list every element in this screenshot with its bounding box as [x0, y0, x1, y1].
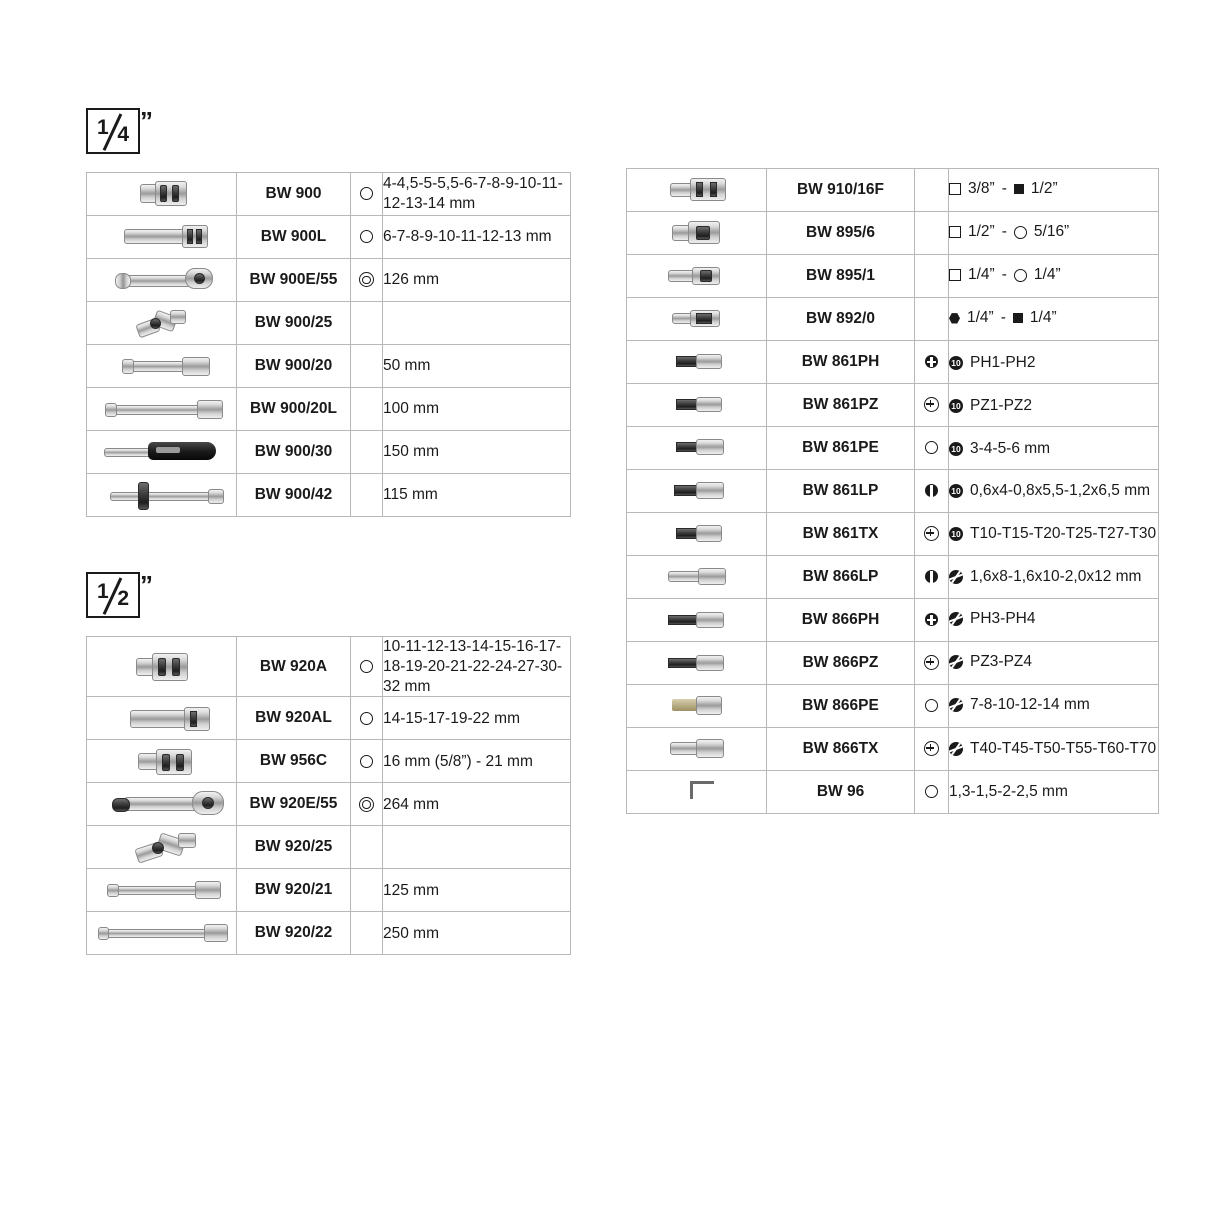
socket-long-image: [102, 220, 222, 250]
bit-tx-long-image: [642, 734, 752, 760]
t-handle-image: [96, 478, 228, 508]
hex-key-image: [642, 777, 752, 803]
product-code: BW 861PZ: [767, 384, 915, 427]
bit-10mm-icon: 10: [949, 484, 963, 498]
desc-text: T40-T45-T50-T55-T60-T70: [970, 740, 1157, 758]
product-code: BW 895/6: [767, 212, 915, 255]
symbol-cell: [915, 599, 949, 642]
product-code: BW 900E/55: [237, 259, 351, 302]
square-outline-icon: [949, 226, 961, 238]
tool-image-cell: [627, 685, 767, 728]
desc-text-b: 1/4”: [1029, 309, 1057, 327]
product-code: BW 861LP: [767, 470, 915, 513]
desc-separator: -: [1001, 223, 1007, 241]
symbol-cell: [915, 384, 949, 427]
product-description: 264 mm: [383, 783, 571, 826]
circle-outline-icon: [925, 441, 938, 454]
symbol-cell: [915, 298, 949, 341]
e-ring-icon: [359, 797, 374, 812]
circle-outline-icon: [360, 230, 373, 243]
bit-6mm-icon: [949, 698, 963, 712]
square-filled-icon: [1013, 313, 1023, 323]
product-description: [383, 826, 571, 869]
product-description: 14-15-17-19-22 mm: [383, 697, 571, 740]
table-row[interactable]: [627, 255, 1159, 298]
product-description: [949, 255, 1159, 298]
fraction-denominator: 2: [117, 587, 129, 610]
symbol-cell: [351, 302, 383, 345]
symbol-cell: [351, 912, 383, 955]
desc-text-b: 1/4”: [1033, 266, 1061, 284]
symbol-cell: [915, 341, 949, 384]
symbol-cell: [351, 216, 383, 259]
desc-text-a: 1/4”: [967, 309, 994, 327]
tool-image-cell: [87, 697, 237, 740]
symbol-cell: [915, 427, 949, 470]
desc-separator: -: [1000, 309, 1006, 327]
product-code: BW 920E/55: [237, 783, 351, 826]
bit-6mm-icon: [949, 655, 963, 669]
symbol-cell: [915, 169, 949, 212]
tool-image-cell: [627, 513, 767, 556]
circle-outline-icon: [1014, 269, 1027, 282]
hex-filled-icon: [949, 313, 960, 324]
tool-image-cell: [87, 869, 237, 912]
symbol-cell: [915, 255, 949, 298]
symbol-cell: [915, 556, 949, 599]
desc-text-b: 5/16”: [1033, 223, 1070, 241]
tool-image-cell: [87, 345, 237, 388]
product-code: BW 895/1: [767, 255, 915, 298]
inch-quote-mark-half: ”: [140, 570, 153, 600]
tool-image-cell: [627, 169, 767, 212]
extension-125-image: [97, 875, 227, 901]
inch-quote-mark-quarter: ”: [140, 106, 153, 136]
symbol-cell: [915, 728, 949, 771]
screwdriver-handle-image: [96, 436, 228, 464]
table-row[interactable]: [627, 513, 1159, 556]
product-description: [949, 642, 1159, 685]
extension-long-image: [97, 393, 227, 421]
bit-ph-long-image: [642, 607, 752, 629]
desc-text: PH1-PH2: [970, 353, 1036, 371]
ratchet-small-image: [97, 262, 227, 294]
tool-image-cell: [627, 470, 767, 513]
product-code: BW 910/16F: [767, 169, 915, 212]
product-description: 6-7-8-9-10-11-12-13 mm: [383, 216, 571, 259]
circle-outline-icon: [360, 660, 373, 673]
slotted-icon: [925, 570, 938, 583]
product-description: 115 mm: [383, 474, 571, 517]
circle-outline-icon: [925, 699, 938, 712]
torx-icon: [924, 526, 939, 541]
tool-image-cell: [87, 302, 237, 345]
pozidriv-icon: [924, 655, 939, 670]
product-description: [949, 556, 1159, 599]
square-outline-icon: [949, 269, 961, 281]
product-description: [949, 470, 1159, 513]
square-filled-icon: [1014, 184, 1024, 194]
e-ring-icon: [359, 272, 374, 287]
tool-image-cell: [627, 384, 767, 427]
product-description: [949, 685, 1159, 728]
product-description: 250 mm: [383, 912, 571, 955]
symbol-cell: [915, 771, 949, 814]
circle-outline-icon: [360, 187, 373, 200]
product-code: BW 861PE: [767, 427, 915, 470]
desc-text: PH3-PH4: [970, 609, 1036, 627]
table-row[interactable]: [87, 259, 571, 302]
bit-pe-long-image: [642, 691, 752, 717]
phillips-icon: [925, 355, 938, 368]
desc-text: 1,6x8-1,6x10-2,0x12 mm: [970, 568, 1142, 586]
tool-image-cell: [87, 388, 237, 431]
tool-image-cell: [627, 341, 767, 384]
symbol-cell: [351, 637, 383, 697]
table-row[interactable]: [87, 783, 571, 826]
product-description: 10-11-12-13-14-15-16-17-18-19-20-21-22-24-27-30-32 mm: [383, 637, 571, 697]
symbol-cell: [915, 470, 949, 513]
symbol-cell: [351, 431, 383, 474]
bit-pz-long-image: [642, 650, 752, 672]
desc-text: 3-4-5-6 mm: [970, 439, 1051, 457]
product-code: BW 900: [237, 173, 351, 216]
tool-image-cell: [87, 826, 237, 869]
bit-pe-image: [642, 435, 752, 457]
tool-image-cell: [87, 259, 237, 302]
tool-image-cell: [87, 216, 237, 259]
desc-text-b: 1/2”: [1030, 180, 1058, 198]
table-row[interactable]: [627, 470, 1159, 513]
tool-image-cell: [87, 637, 237, 697]
product-description: [949, 212, 1159, 255]
product-code: BW 920A: [237, 637, 351, 697]
product-code: BW 920AL: [237, 697, 351, 740]
circle-outline-icon: [925, 785, 938, 798]
symbol-cell: [351, 869, 383, 912]
product-code: BW 900/30: [237, 431, 351, 474]
socket-deep-image: [102, 701, 222, 731]
product-description: [949, 169, 1159, 212]
table-row[interactable]: [627, 384, 1159, 427]
fraction-graphic: [96, 578, 130, 612]
table-half-inch: [86, 636, 571, 955]
desc-text: 0,6x4-0,8x5,5-1,2x6,5 mm: [970, 482, 1151, 500]
table-row[interactable]: [627, 169, 1159, 212]
product-description: 125 mm: [383, 869, 571, 912]
bit-10mm-icon: 10: [949, 527, 963, 541]
fraction-graphic: [96, 114, 130, 148]
fraction-numerator: 1: [97, 580, 109, 603]
product-description: [949, 728, 1159, 771]
product-code: BW 861PH: [767, 341, 915, 384]
product-description: [949, 599, 1159, 642]
table-row[interactable]: [87, 216, 571, 259]
adapter-sq-hex-image: [642, 217, 752, 245]
tool-image-cell: [627, 728, 767, 771]
circle-outline-icon: [1014, 226, 1027, 239]
product-description: [383, 302, 571, 345]
tool-image-cell: [87, 431, 237, 474]
table-row[interactable]: [627, 556, 1159, 599]
socket-short-image: [102, 646, 222, 682]
circle-outline-icon: [360, 755, 373, 768]
symbol-cell: [351, 173, 383, 216]
product-description: 4-4,5-5-5,5-6-7-8-9-10-11-12-13-14 mm: [383, 173, 571, 216]
extension-250-image: [96, 918, 228, 944]
bit-lp-image: [642, 478, 752, 500]
desc-text-a: 1/4”: [968, 266, 995, 284]
product-code: BW 956C: [237, 740, 351, 783]
symbol-cell: [351, 474, 383, 517]
tool-image-cell: [87, 173, 237, 216]
product-description: [949, 513, 1159, 556]
bit-tx-image: [642, 521, 752, 543]
square-outline-icon: [949, 183, 961, 195]
ratchet-large-image: [96, 785, 228, 819]
table-adapters-bits: [626, 168, 1159, 814]
product-description: 100 mm: [383, 388, 571, 431]
table-row[interactable]: [627, 642, 1159, 685]
product-code: BW 866LP: [767, 556, 915, 599]
table-row[interactable]: [87, 302, 571, 345]
product-code: BW 920/25: [237, 826, 351, 869]
product-code: BW 866PH: [767, 599, 915, 642]
universal-joint-large-image: [102, 829, 222, 861]
table-row[interactable]: [627, 341, 1159, 384]
bit-6mm-icon: [949, 612, 963, 626]
symbol-cell: [351, 783, 383, 826]
table-row[interactable]: [627, 212, 1159, 255]
product-description: [949, 384, 1159, 427]
torx-icon: [924, 741, 939, 756]
tool-image-cell: [627, 771, 767, 814]
desc-text: T10-T15-T20-T25-T27-T30: [970, 525, 1157, 543]
phillips-icon: [925, 613, 938, 626]
desc-text-a: 3/8”: [968, 180, 995, 198]
tool-image-cell: [627, 642, 767, 685]
product-code: BW 920/21: [237, 869, 351, 912]
symbol-cell: [351, 826, 383, 869]
symbol-cell: [351, 345, 383, 388]
fraction-denominator: 4: [117, 123, 129, 146]
table-row[interactable]: [87, 345, 571, 388]
tool-image-cell: [627, 255, 767, 298]
table-row[interactable]: [87, 637, 571, 697]
desc-separator: -: [1001, 180, 1007, 198]
table-row[interactable]: [87, 431, 571, 474]
product-code: BW 96: [767, 771, 915, 814]
slotted-icon: [925, 484, 938, 497]
product-code: BW 866TX: [767, 728, 915, 771]
table-row[interactable]: [87, 388, 571, 431]
table-row[interactable]: [87, 826, 571, 869]
socket-short-image: [102, 177, 222, 207]
product-description: 50 mm: [383, 345, 571, 388]
tool-image-cell: [87, 474, 237, 517]
product-description: [949, 298, 1159, 341]
product-code: BW 892/0: [767, 298, 915, 341]
bit-10mm-icon: 10: [949, 356, 963, 370]
table-row[interactable]: [627, 685, 1159, 728]
section-header-quarter-inch: [86, 108, 140, 154]
table-row[interactable]: [87, 474, 571, 517]
symbol-cell: [915, 685, 949, 728]
table-row[interactable]: [627, 771, 1159, 814]
product-code: BW 920/22: [237, 912, 351, 955]
tool-image-cell: [627, 556, 767, 599]
pozidriv-icon: [924, 397, 939, 412]
table-row[interactable]: [87, 869, 571, 912]
symbol-cell: [915, 642, 949, 685]
adapter-bit-image: [642, 305, 752, 329]
tool-image-cell: [87, 912, 237, 955]
symbol-cell: [351, 740, 383, 783]
table-row[interactable]: [87, 912, 571, 955]
table-quarter-inch: [86, 172, 571, 517]
adapter-small-image: [642, 262, 752, 286]
symbol-cell: [351, 259, 383, 302]
table-row[interactable]: [87, 173, 571, 216]
spark-plug-socket-image: [102, 743, 222, 775]
desc-separator: -: [1001, 266, 1007, 284]
table-row[interactable]: [87, 697, 571, 740]
product-description: 126 mm: [383, 259, 571, 302]
product-description: 16 mm (5/8”) - 21 mm: [383, 740, 571, 783]
table-row[interactable]: [627, 298, 1159, 341]
bit-10mm-icon: 10: [949, 442, 963, 456]
desc-text-a: 1/2”: [968, 223, 995, 241]
symbol-cell: [351, 697, 383, 740]
bit-6mm-icon: [949, 742, 963, 756]
product-description: [949, 427, 1159, 470]
bit-ph-image: [642, 349, 752, 371]
desc-text: PZ1-PZ2: [970, 396, 1033, 414]
bit-10mm-icon: 10: [949, 399, 963, 413]
tool-image-cell: [627, 212, 767, 255]
product-code: BW 900/25: [237, 302, 351, 345]
tool-image-cell: [87, 740, 237, 783]
product-code: BW 861TX: [767, 513, 915, 556]
bit-lp-long-image: [642, 563, 752, 587]
desc-text: PZ3-PZ4: [970, 652, 1033, 670]
product-description: 150 mm: [383, 431, 571, 474]
section-header-half-inch: [86, 572, 140, 618]
adapter-socket-image: [642, 174, 752, 202]
product-code: BW 900/20: [237, 345, 351, 388]
table-row[interactable]: [627, 599, 1159, 642]
tool-image-cell: [627, 599, 767, 642]
symbol-cell: [351, 388, 383, 431]
tool-image-cell: [87, 783, 237, 826]
extension-short-image: [102, 350, 222, 378]
circle-outline-icon: [360, 712, 373, 725]
universal-joint-image: [102, 305, 222, 337]
fraction-numerator: 1: [97, 116, 109, 139]
product-code: BW 900/20L: [237, 388, 351, 431]
product-code: BW 866PZ: [767, 642, 915, 685]
tool-image-cell: [627, 427, 767, 470]
tool-image-cell: [627, 298, 767, 341]
symbol-cell: [915, 513, 949, 556]
symbol-cell: [915, 212, 949, 255]
table-row[interactable]: [627, 427, 1159, 470]
bit-pz-image: [642, 392, 752, 414]
product-code: BW 900L: [237, 216, 351, 259]
bit-6mm-icon: [949, 570, 963, 584]
table-row[interactable]: [87, 740, 571, 783]
product-code: BW 900/42: [237, 474, 351, 517]
desc-text: 7-8-10-12-14 mm: [970, 695, 1090, 713]
product-code: BW 866PE: [767, 685, 915, 728]
table-row[interactable]: [627, 728, 1159, 771]
product-description: 1,3-1,5-2-2,5 mm: [949, 771, 1159, 814]
product-description: [949, 341, 1159, 384]
